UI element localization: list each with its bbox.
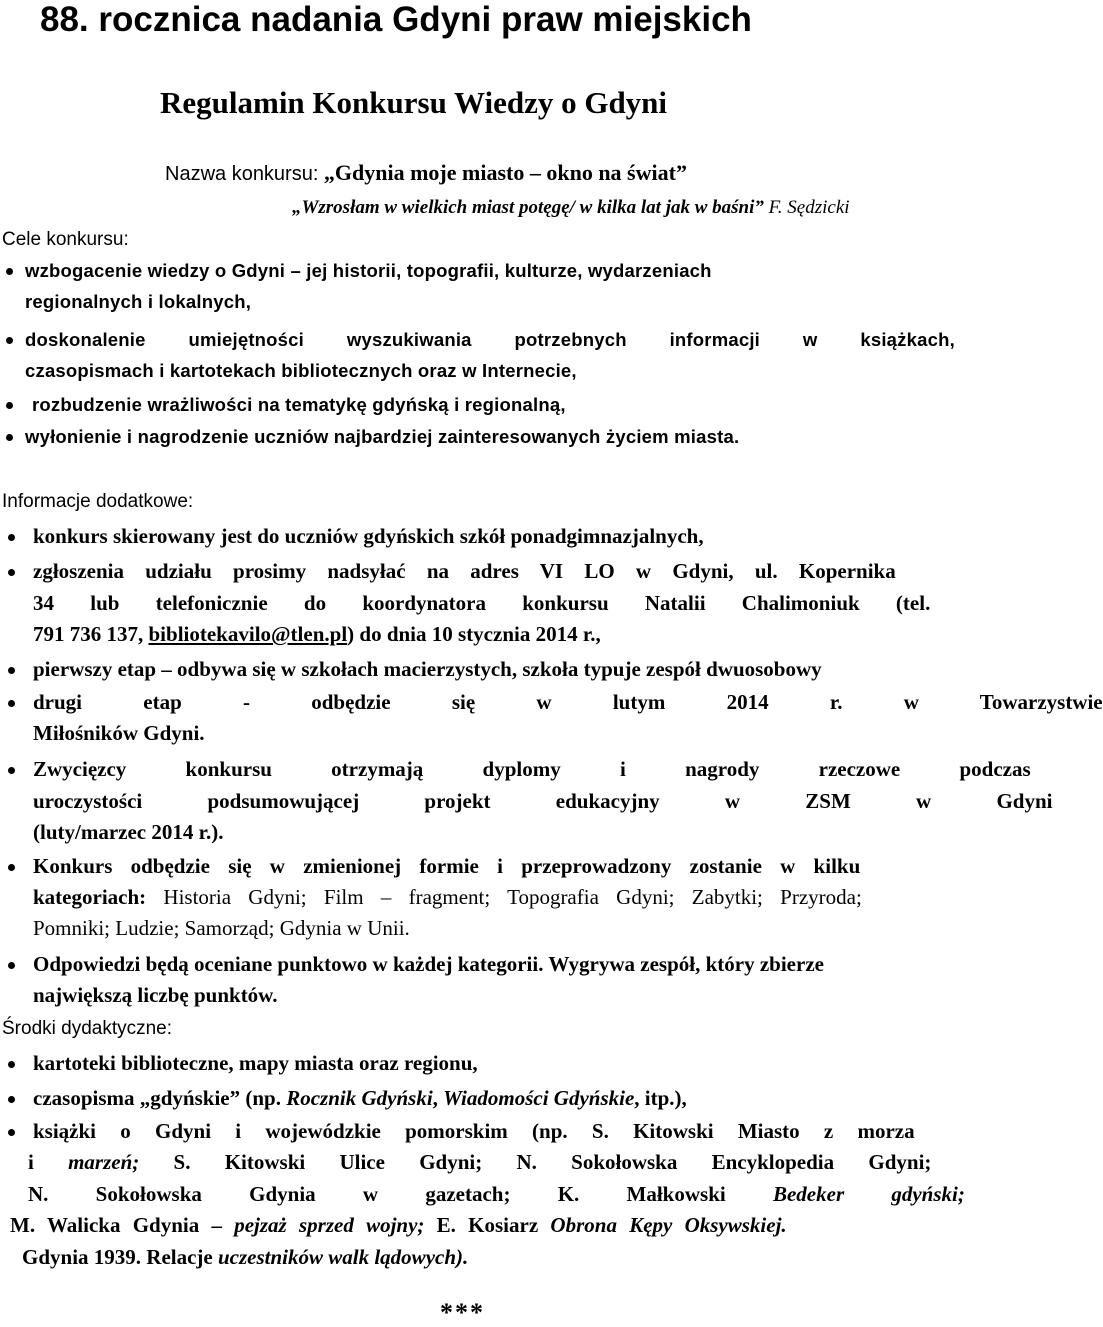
- quote-line: [292, 195, 850, 221]
- aids-title-rocznik: Rocznik Gdyński: [286, 1086, 433, 1110]
- aids-item-3-line-2: [28, 1149, 931, 1175]
- bullet-icon: [6, 268, 13, 275]
- word: wyszukiwania: [346, 329, 472, 350]
- aids-item-2-end: , itp.),: [634, 1086, 687, 1110]
- bullet-icon: [8, 569, 15, 576]
- contest-label: Nazwa konkursu:: [165, 163, 319, 185]
- info-item-2-line-2: 34 lub telefonicznie do koordynatora konkursu Natalii Chalimoniuk (tel.: [33, 591, 931, 615]
- aids-line-3-text: N. Sokołowska Gdynia w gazetach; K. Małkowski: [28, 1182, 773, 1206]
- word: umiejętności: [188, 329, 305, 350]
- email-link[interactable]: bibliotekavilo@tlen.pl: [148, 622, 348, 646]
- bullet-icon: [8, 700, 15, 707]
- info-item-2-line-1: zgłoszenia udziału prosimy nadsyłać na adres VI LO w Gdyni, ul. Kopernika: [33, 559, 896, 583]
- contest-name: „Gdynia moje miasto – okno na świat”: [323, 160, 687, 185]
- info-deadline: ) do dnia 10 stycznia 2014 r.,: [347, 622, 601, 646]
- quote-author: F. Sędzicki: [768, 197, 850, 218]
- goal-2-line-1: [25, 327, 955, 353]
- aids-item-2: [33, 1085, 687, 1111]
- bullet-icon: [8, 667, 15, 674]
- info-item-4-line-1: drugi etap - odbędzie się w lutym 2014 r. w Towarzystwie: [33, 690, 1103, 714]
- bullet-icon: [8, 1061, 15, 1068]
- info-item-7-line-1: Odpowiedzi będą oceniane punktowo w każdej kategorii. Wygrywa zespół, który zbierze: [33, 952, 824, 976]
- aids-walicka: M. Walicka Gdynia –: [10, 1213, 235, 1237]
- bullet-icon: [8, 1096, 15, 1103]
- bullet-icon: [8, 1129, 15, 1136]
- word: doskonalenie: [25, 329, 146, 350]
- goals-label: Cele konkursu:: [2, 229, 129, 250]
- word: książkach,: [860, 329, 955, 350]
- aids-item-3-line-1: książki o Gdyni i wojewódzkie pomorskim (np. S. Kitowski Miasto z morza: [33, 1119, 915, 1143]
- info-item-7-line-2: największą liczbę punktów.: [33, 983, 278, 1007]
- word: potrzebnych: [514, 329, 627, 350]
- info-phone: 791 736 137,: [33, 622, 149, 646]
- aids-pejzaz: pejzaż sprzed wojny;: [234, 1213, 425, 1237]
- bullet-icon: [6, 337, 13, 344]
- aids-obrona: Obrona Kępy Oksywskiej.: [550, 1213, 787, 1237]
- bullet-icon: [8, 767, 15, 774]
- bullet-icon: [8, 962, 15, 969]
- aids-bedeker: Bedeker gdyński;: [772, 1182, 965, 1206]
- info-item-6-line-2: [33, 884, 862, 910]
- aids-marzen: marzeń;: [68, 1150, 140, 1174]
- aids-kosiarz: E. Kosiarz: [424, 1213, 551, 1237]
- info-item-5-line-3: (luty/marzec 2014 r.).: [33, 820, 224, 844]
- info-item-1: konkurs skierowany jest do uczniów gdyńskich szkół ponadgimnazjalnych,: [33, 524, 704, 548]
- goal-1-line-2: regionalnych i lokalnych,: [25, 291, 252, 312]
- info-item-5-line-2: uroczystości podsumowującej projekt edukacyjny w ZSM w Gdyni: [33, 789, 1053, 813]
- aids-line-2-rest: S. Kitowski Ulice Gdyni; N. Sokołowska Encyklopedia Gdyni;: [139, 1150, 932, 1174]
- info-categories-list: Historia Gdyni; Film – fragment; Topografia Gdyni; Zabytki; Przyroda;: [146, 885, 862, 909]
- word: w: [802, 329, 818, 350]
- aids-relacje: uczestników walk lądowych).: [217, 1245, 469, 1269]
- word: informacji: [669, 329, 761, 350]
- bullet-icon: [8, 864, 15, 871]
- contest-name-line: [165, 160, 687, 187]
- aids-item-2-text: czasopisma „gdyńskie” (np.: [33, 1086, 287, 1110]
- info-categories-label: kategoriach:: [33, 885, 147, 909]
- aids-item-3-line-5: [22, 1244, 468, 1270]
- aids-separator: ,: [432, 1086, 444, 1110]
- goal-2-line-2: czasopismach i kartotekach bibliotecznych oraz w Internecie,: [25, 360, 577, 381]
- quote-text: „Wzrosłam w wielkich miast potęgę/ w kilka lat jak w baśni”: [292, 197, 764, 218]
- document-title: 88. rocznica nadania Gdyni praw miejskich: [40, 0, 752, 39]
- aids-title-wiadomosci: Wiadomości Gdyńskie: [443, 1086, 635, 1110]
- goal-2-line-1-text: [25, 327, 955, 353]
- info-item-5-line-1: Zwycięzcy konkursu otrzymają dyplomy i nagrody rzeczowe podczas: [33, 757, 1031, 781]
- info-label: Informacje dodatkowe:: [2, 491, 194, 512]
- aids-item-3-line-4: [10, 1212, 787, 1238]
- document-subtitle: Regulamin Konkursu Wiedzy o Gdyni: [160, 85, 668, 120]
- info-item-3: pierwszy etap – odbywa się w szkołach macierzystych, szkoła typuje zespół dwuosobowy: [33, 657, 822, 681]
- aids-item-3-line-3: [28, 1181, 965, 1207]
- info-item-2-line-3: [33, 621, 601, 647]
- footer-stars: ***: [440, 1298, 485, 1327]
- aids-label: Środki dydaktyczne:: [2, 1018, 173, 1039]
- info-item-6-line-3: Pomniki; Ludzie; Samorząd; Gdynia w Unii.: [33, 916, 410, 940]
- info-item-6-line-1: Konkurs odbędzie się w zmienionej formie i przeprowadzony zostanie w kilku: [33, 854, 861, 878]
- aids-item-1: kartoteki biblioteczne, mapy miasta oraz regionu,: [33, 1051, 478, 1075]
- goal-4-line-1: wyłonienie i nagrodzenie uczniów najbardziej zainteresowanych życiem miasta.: [25, 426, 740, 447]
- bullet-icon: [6, 434, 13, 441]
- aids-gdynia-1939: Gdynia 1939. Relacje: [22, 1245, 218, 1269]
- bullet-icon: [8, 534, 15, 541]
- goal-1-line-1: wzbogacenie wiedzy o Gdyni – jej historii, topografii, kulturze, wydarzeniach: [25, 260, 712, 281]
- bullet-icon: [6, 402, 13, 409]
- goal-3-line-1: rozbudzenie wrażliwości na tematykę gdyńską i regionalną,: [32, 394, 566, 415]
- info-item-4-line-2: Miłośników Gdyni.: [33, 721, 205, 745]
- aids-i: i: [28, 1150, 69, 1174]
